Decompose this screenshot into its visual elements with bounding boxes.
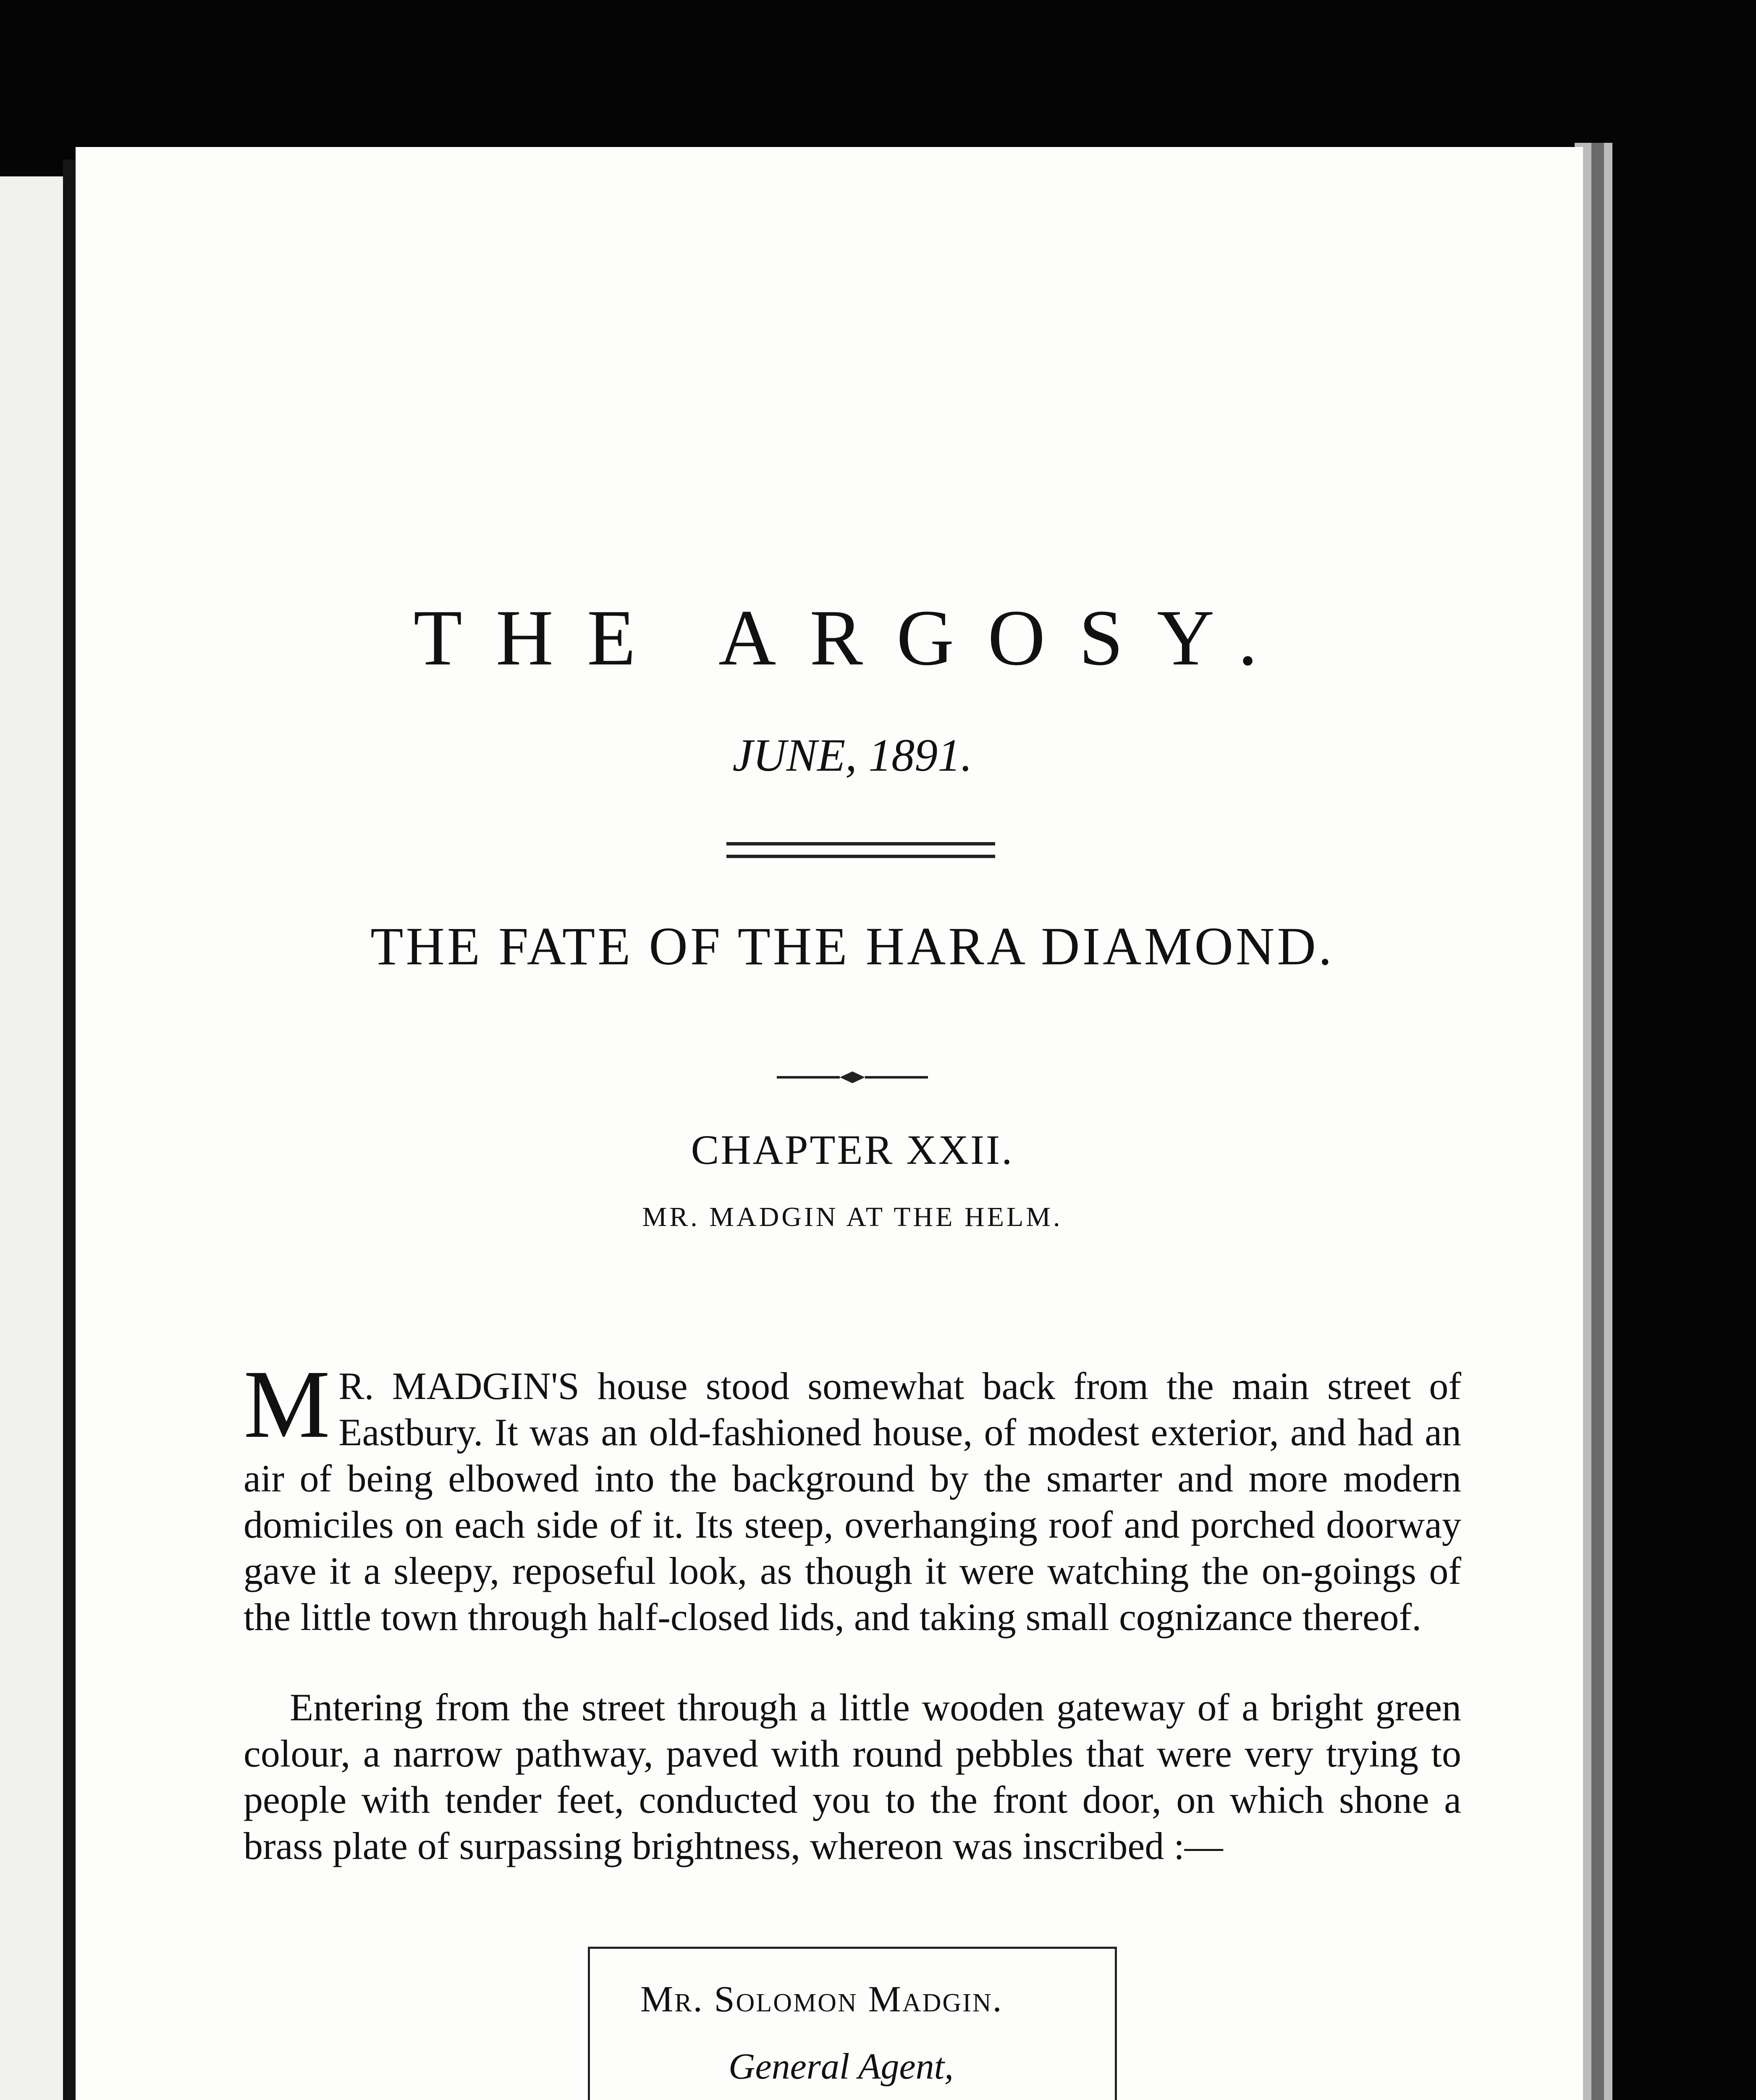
previous-page-edge (0, 176, 66, 2100)
magazine-title: THE ARGOSY. (413, 594, 1292, 682)
paragraph-2: Entering from the street through a little wooden gateway of a bright green colour, a narrow pathway, paved with round pebbles that were very trying to people with tender feet, conducted you to the front door, on which shone a brass plate of surpassing brightness, whereon was inscribed :— (244, 1686, 1461, 1867)
ornament-divider (777, 1069, 928, 1086)
story-title: THE FATE OF THE HARA DIAMOND. (370, 916, 1334, 976)
chapter-heading: CHAPTER XXII. (691, 1126, 1014, 1173)
double-rule-divider (726, 842, 995, 858)
paragraph-1-text: R. MADGIN'S house stood somewhat back from the main street of Eastbury. It was an old-fashioned house, of modest exterior, and had an air of being elbowed into the background by the smarter and more modern domiciles on each side of it. Its steep, overhanging roof and porched doorway gave it a sleepy, reposeful look, as though it were watching the on-goings of the little town through half-closed lids, and taking small cognizance thereof. (244, 1365, 1461, 1638)
drop-cap: M (244, 1350, 330, 1458)
plate-title: General Agent, (729, 2046, 954, 2087)
brass-plate-inscription (588, 1947, 1117, 2100)
magazine-page (76, 147, 1583, 2100)
plate-name: Mr. Solomon Madgin. (640, 1979, 1003, 2020)
issue-date: JUNE, 1891. (732, 730, 972, 781)
chapter-subtitle: MR. MADGIN AT THE HELM. (642, 1202, 1063, 1232)
paragraph-1 (244, 1350, 1461, 1640)
page-stack-shadow (1591, 143, 1604, 2100)
